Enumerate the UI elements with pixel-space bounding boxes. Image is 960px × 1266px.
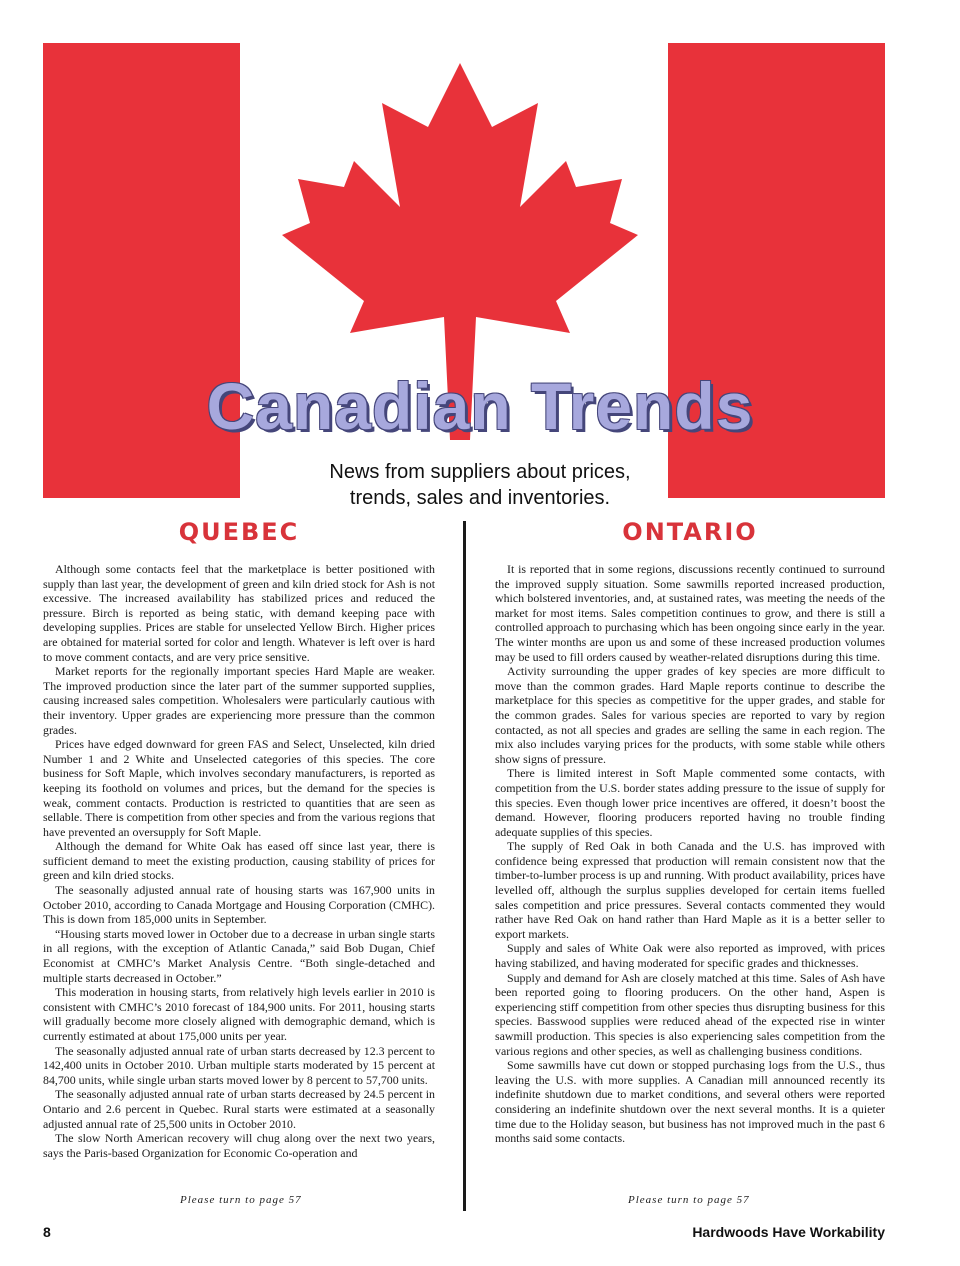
ontario-paragraph: The supply of Red Oak in both Canada and the U.S. has improved with confidence being expressed that production will remain consistent now that the timber-to-lumber process is up and running. With product availability, prices have levelled off, although the surplus supplies developed for certain items fuelled sales competition and price pressures. Several contacts commented they would rather have Red Oak on hand rather than Hard Maple as it is a better seller to export markets. bbox=[495, 839, 885, 941]
quebec-paragraph: The seasonally adjusted annual rate of urban starts decreased by 12.3 percent to 142,400 units in October 2010. Urban multiple starts moderated by 15 percent at 84,700 units, while single urban starts moved lower by 8 percent to 57,700 units. bbox=[43, 1043, 435, 1087]
page-subtitle bbox=[250, 459, 710, 511]
ontario-paragraph: Supply and sales of White Oak were also reported as improved, with prices having stabilized, and having moderated for specific grades and thicknesses. bbox=[495, 941, 885, 971]
ontario-paragraph: Supply and demand for Ash are closely matched at this time. Sales of Ash have been reported going to flooring producers. On the other hand, Aspen is experiencing stiff competition from other species thus disrupting business for this species. Basswood supplies were reduced ahead of the expected rise in winter sawmill production. This species is also experiencing sales competition from the various regions and other species, as well as challenging business conditions. bbox=[495, 970, 885, 1058]
subtitle-line: trends, sales and inventories. bbox=[349, 487, 611, 509]
ontario-paragraph: Activity surrounding the upper grades of key species are more difficult to move than the common grades. Hard Maple reports continue to describe the marketplace for this species as competitive for the upper grades, and stable for the common grades. Sales for various species are reported to vary by region contacted, as not all species and grades are selling the same in each region. The mix also includes varying prices for the products, with some stable while others show signs of pressure. bbox=[495, 664, 885, 766]
quebec-paragraph: The slow North American recovery will chug along over the next two years, says the Paris-based Organization for Economic Co-operation and bbox=[43, 1131, 435, 1160]
quebec-paragraph: Market reports for the regionally important species Hard Maple are weaker. The improved production since the later part of the summer supported supplies, causing increased sales competition. Wholesalers were particularly cautious with their inventory. Upper grades are experiencing more pressure than the common grades. bbox=[43, 664, 435, 737]
page-number: 8 bbox=[43, 1224, 51, 1240]
quebec-paragraph: The seasonally adjusted annual rate of urban starts decreased by 24.5 percent in Ontario and 2.6 percent in Quebec. Rural starts were estimated at a seasonally adjusted annual rate of 25,500 units in October 2010. bbox=[43, 1087, 435, 1131]
quebec-heading: QUEBEC bbox=[178, 518, 300, 546]
ontario-paragraph: There is limited interest in Soft Maple commented some contacts, with competition from the U.S. border states adding pressure to the issue of supply for this species. Even though lower price incentives are offered, it doesn’t boost the demand. However, flooring producers reported having no trouble finding adequate supplies of this species. bbox=[495, 766, 885, 839]
quebec-paragraph: This moderation in housing starts, from relatively high levels earlier in 2010 is consistent with CMHC’s 2010 forecast of 184,900 units. For 2011, housing starts will gradually become more closely aligned with demographic demand, which is currently estimated at about 175,000 units per year. bbox=[43, 985, 435, 1043]
ontario-paragraph: Some sawmills have cut down or stopped purchasing logs from the U.S., thus leaving the U.S. with more supplies. A Canadian mill announced recently its indefinite shutdown due to market conditions, and several others were reported considering an indefinite shutdown over the next several months. It is a quieter time due to the Holiday season, but business has not improved much in the past 6 months said some contacts. bbox=[495, 1058, 885, 1146]
quebec-paragraph: “Housing starts moved lower in October due to a decrease in urban single starts in all regions, with the exception of Atlantic Canada,” said Bob Dugan, Chief Economist at CMHC’s Market Analysis Centre. “Both single-detached and multiple starts decreased in October.” bbox=[43, 926, 435, 985]
quebec-continued-note: Please turn to page 57 bbox=[180, 1194, 302, 1206]
column-divider bbox=[463, 521, 466, 1211]
ontario-heading: ONTARIO bbox=[622, 518, 758, 546]
ontario-continued-note: Please turn to page 57 bbox=[628, 1194, 750, 1206]
quebec-paragraph: Although the demand for White Oak has eased off since last year, there is sufficient demand to meet the existing production, causing stability of prices for green and kiln dried stocks. bbox=[43, 839, 435, 883]
ontario-column bbox=[495, 516, 885, 1146]
publication-name: Hardwoods Have Workability bbox=[692, 1224, 885, 1240]
quebec-paragraph: The seasonally adjusted annual rate of housing starts was 167,900 units in October 2010, according to Canada Mortgage and Housing Corporation (CMHC). This is down from 185,000 units in September. bbox=[43, 883, 435, 927]
quebec-column bbox=[43, 516, 435, 1160]
quebec-paragraph: Although some contacts feel that the marketplace is better positioned with supply than last year, the development of green and kiln dried stock for Ash is not excessive. The increased availability has stabilized prices and reduced the pressure. Birch is reported as being static, with demand keeping pace with developing supplies. Prices are stable for unselected Yellow Birch. Higher prices are obtained for material sorted for color and length. Whatever is left over is hard to move comment contacts, and are very price sensitive. bbox=[43, 562, 435, 664]
subtitle-line: News from suppliers about prices, bbox=[329, 461, 631, 483]
page-title: Canadian Trends bbox=[206, 369, 754, 443]
ontario-paragraph: It is reported that in some regions, discussions recently continued to surround the improved supply situation. Some sawmills reported increased production, which bolstered inventories, and, at sustained rates, was meeting the needs of the market for most items. Sales competition continues to grow, and there is still a controlled approach to purchasing which has been ongoing since early in the year. The winter months are upon us and some of these increased production volumes may be used to fill orders caused by weather-related disruptions during this time. bbox=[495, 562, 885, 664]
quebec-paragraph: Prices have edged downward for green FAS and Select, Unselected, kiln dried Number 1 and 2 White and Unselected categories of this species. The core business for Soft Maple, which involves secondary manufacturers, is reported as keeping its foothold on volumes and prices, but the demand for the species is weak, comment contacts. Production is restricted to quantities that are seen as sellable. There is competition from other species and from the various regions that have prevented an oversupply for Soft Maple. bbox=[43, 737, 435, 839]
